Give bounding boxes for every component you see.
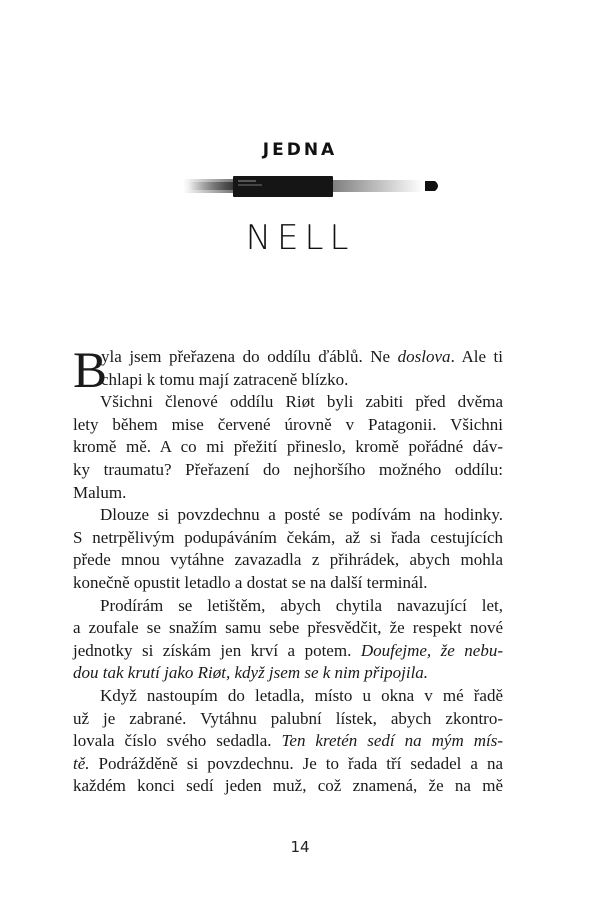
- chapter-title: NELL: [245, 218, 355, 258]
- text-line: už je zabrané. Vytáhnu palubní lístek, abych zkontro-: [73, 708, 503, 728]
- text-line: Malum.: [73, 482, 127, 502]
- text-line: jednotky si získám jen krví a potem. Doufejme, že nebu-: [73, 640, 503, 660]
- text-line: chlapi k tomu mají zatraceně blízko.: [101, 369, 349, 389]
- text-line: Dlouze si povzdechnu a posté se podívám na hodinky.: [100, 505, 503, 525]
- drop-cap: B: [73, 343, 108, 399]
- text-line: každém konci sedí jeden muž, což znamená, že na mě: [73, 776, 503, 796]
- text-line: a zoufale se snažím samu sebe přesvědčit, že respekt nové: [73, 618, 503, 638]
- text-line: Prodírám se letištěm, abych chytila navazující let,: [100, 595, 503, 615]
- text-line: Všichni členové oddílu Riøt byli zabiti před dvěma: [100, 392, 503, 412]
- body-text: [73, 343, 504, 798]
- text-line: kromě mě. A co mi přežití přineslo, kromě pořádné dáv-: [73, 437, 503, 457]
- text-line: Když nastoupím do letadla, místo u okna v mé řadě: [100, 685, 503, 705]
- text-line: lety během mise červené úrovně v Patagonii. Všichni: [73, 414, 503, 434]
- bullet-trail-icon: [183, 166, 443, 206]
- page-number: 14: [290, 838, 310, 856]
- text-line: ky traumatu? Přeřazení do nejhoršího možného oddílu:: [73, 459, 503, 479]
- text-line: lovala číslo svého sedadla. Ten kretén sedí na mým mís-: [73, 731, 504, 751]
- text-line: S netrpělivým podupáváním čekám, až si řada cestujících: [73, 527, 503, 547]
- chapter-number: JEDNA: [262, 140, 338, 160]
- text-line: tě. Podrážděně si povzdechnu. Je to řada tří sedadel a na: [73, 753, 503, 773]
- text-line: konečně opustit letadlo a dostat se na další terminál.: [73, 572, 428, 592]
- text-line: yla jsem přeřazena do oddílu ďáblů. Ne doslova. Ale ti: [101, 347, 503, 366]
- text-line: dou tak krutí jako Riøt, když jsem se k nim připojila.: [73, 663, 429, 683]
- text-line: přede mnou vytáhne zavazadla z přihrádek, abych mohla: [73, 550, 503, 570]
